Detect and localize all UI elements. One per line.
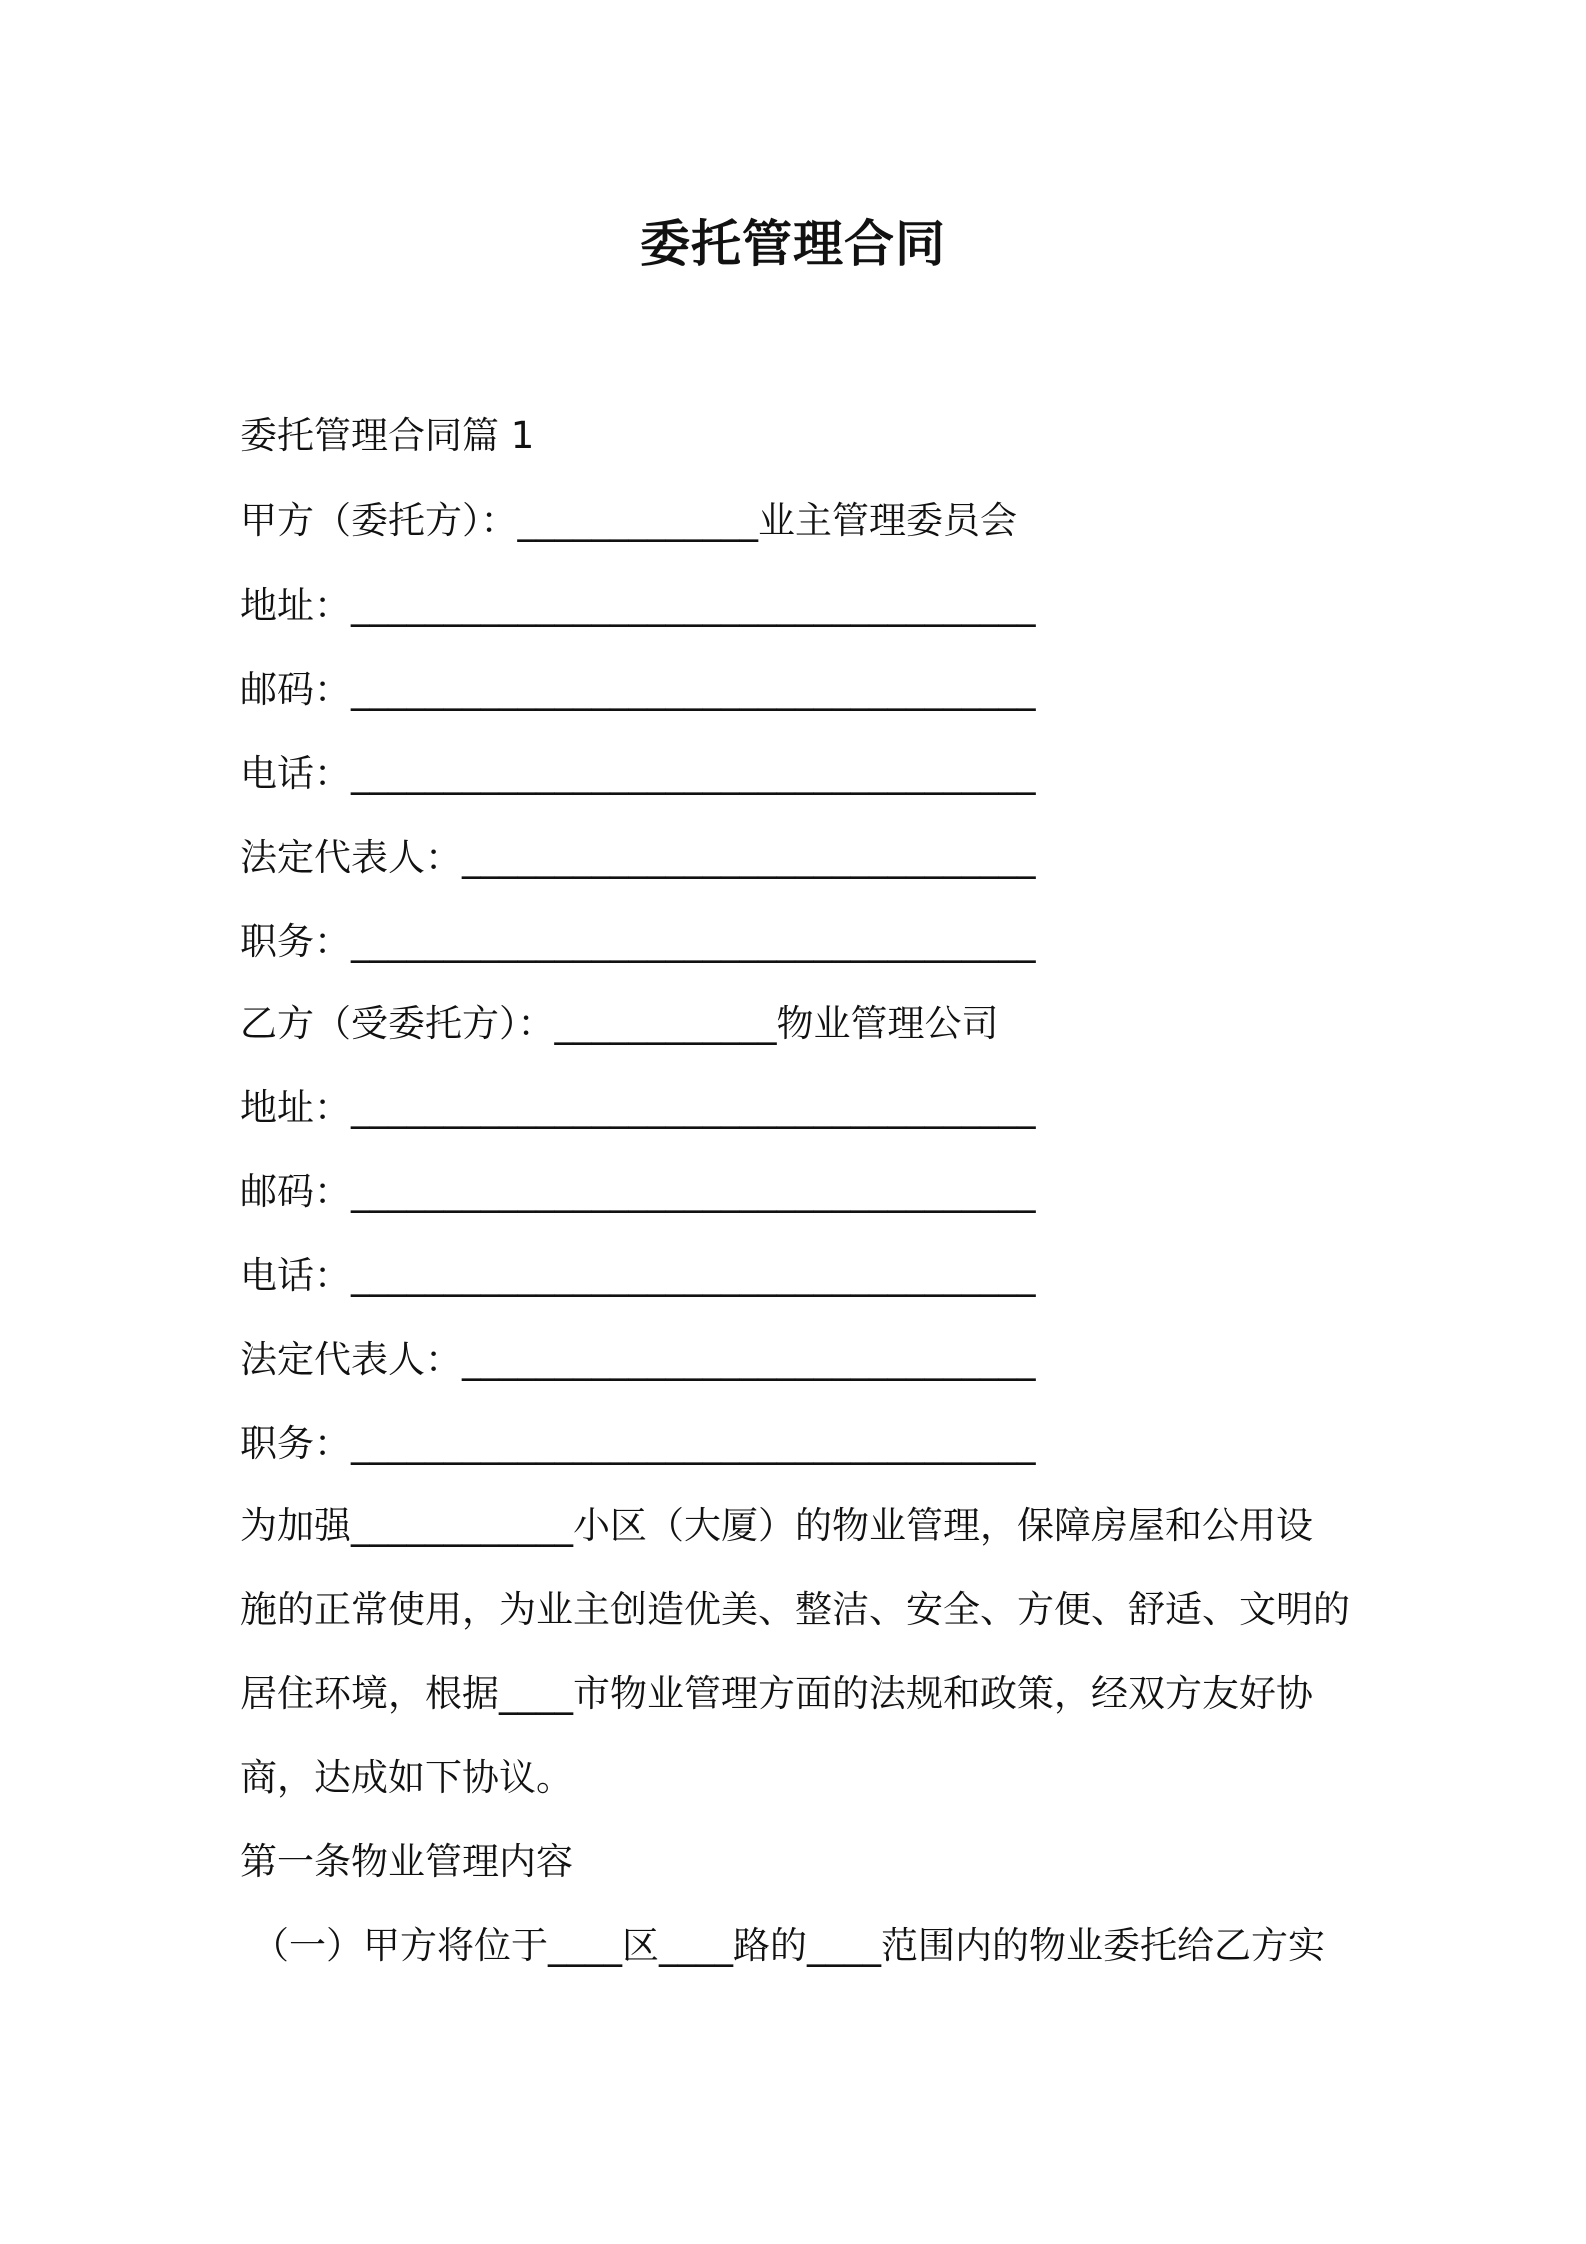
preamble-line: 为加强____________小区（大厦）的物业管理，保障房屋和公用设 [240,1504,1313,1547]
section-heading: 委托管理合同篇 1 [240,414,535,457]
party-b-address: 地址：_____________________________________ [240,1086,1036,1129]
party-a-postcode: 邮码：_____________________________________ [240,668,1036,711]
article-1-heading: 第一条物业管理内容 [240,1840,573,1883]
document-title: 委托管理合同 [640,215,946,273]
party-b-postcode: 邮码：_____________________________________ [240,1170,1036,1213]
party-a-position: 职务：_____________________________________ [240,920,1036,963]
party-b-legal-rep: 法定代表人：_______________________________ [240,1338,1036,1381]
party-a-legal-rep: 法定代表人：_______________________________ [240,836,1036,879]
preamble-line: 施的正常使用，为业主创造优美、整洁、安全、方便、舒适、文明的 [240,1588,1350,1631]
preamble-line: 商，达成如下协议。 [240,1756,573,1799]
party-a-header: 甲方（委托方）：_____________业主管理委员会 [240,499,1017,542]
party-b-header: 乙方（受委托方）：____________物业管理公司 [240,1002,999,1045]
party-b-phone: 电话：_____________________________________ [240,1254,1036,1297]
party-b-position: 职务：_____________________________________ [240,1422,1036,1465]
party-a-phone: 电话：_____________________________________ [240,752,1036,795]
preamble-line: 居住环境，根据____市物业管理方面的法规和政策，经双方友好协 [240,1672,1313,1715]
article-1-clause-1: （一）甲方将位于____区____路的____范围内的物业委托给乙方实 [252,1924,1325,1967]
party-a-address: 地址：_____________________________________ [240,584,1036,627]
